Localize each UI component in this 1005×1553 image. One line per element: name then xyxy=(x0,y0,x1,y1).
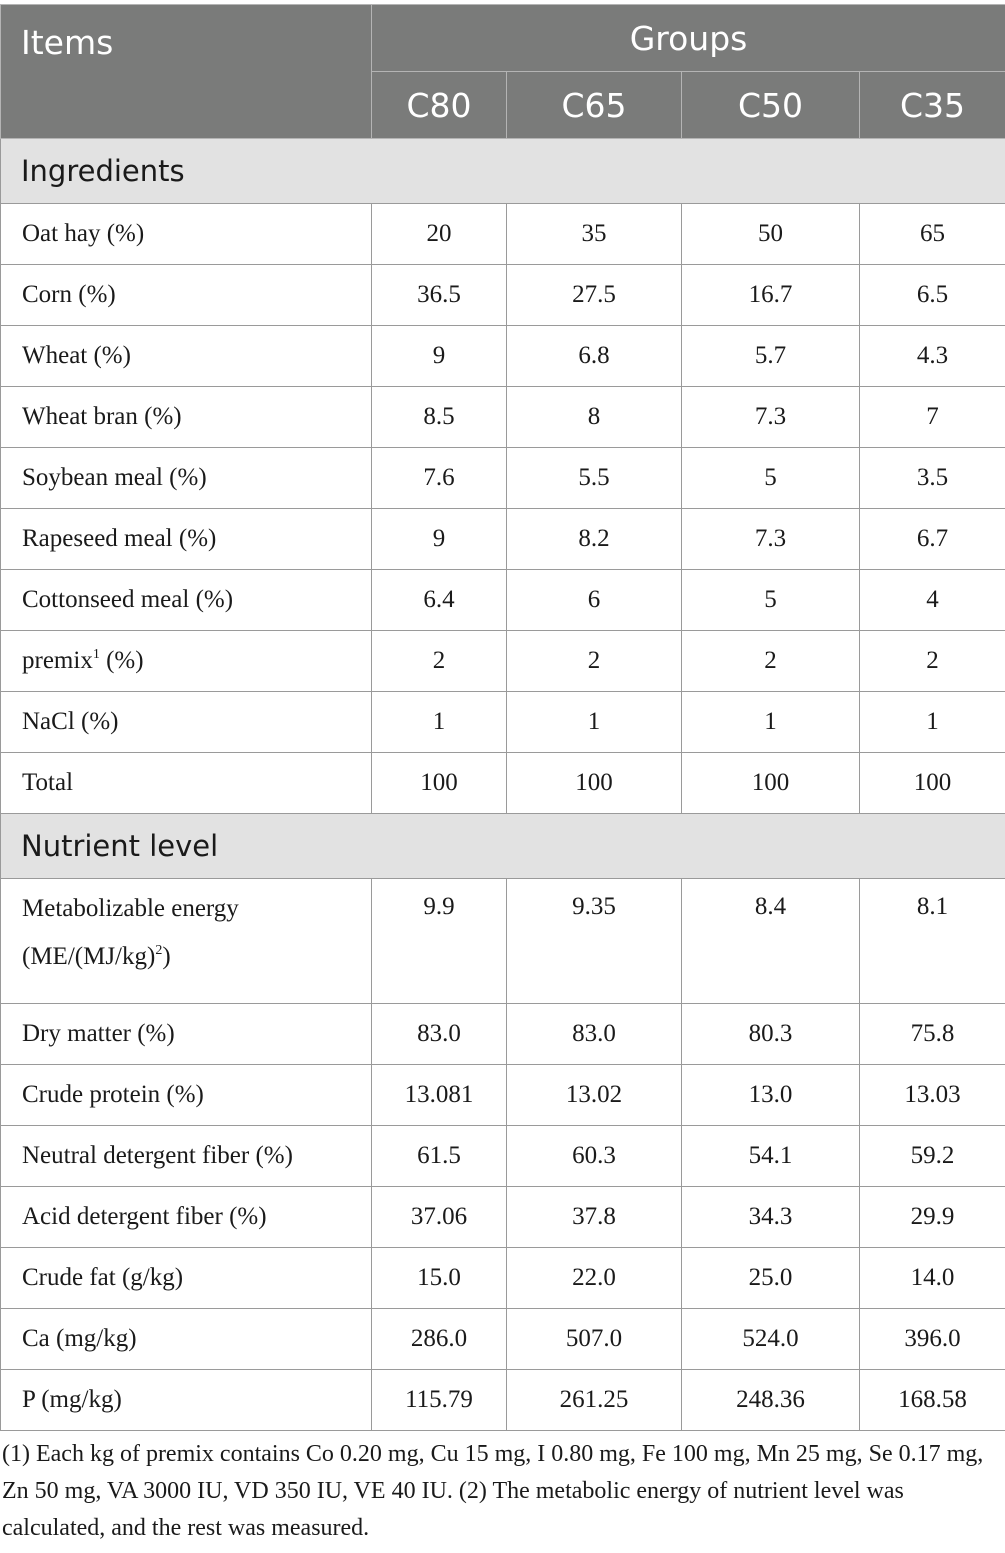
table-row xyxy=(1,265,1005,326)
value-cell-c50: 7.3 xyxy=(682,387,860,448)
row-label-line2: (ME/(MJ/kg) xyxy=(22,943,156,970)
value-cell-c65: 1 xyxy=(507,692,682,753)
value-cell-c80: 115.79 xyxy=(372,1370,507,1431)
row-label xyxy=(1,692,372,753)
value-cell-c50: 5 xyxy=(682,570,860,631)
value-cell-c80: 100 xyxy=(372,753,507,814)
value-cell-c80: 7.6 xyxy=(372,448,507,509)
value-cell-c50: 1 xyxy=(682,692,860,753)
row-label-text: Wheat (%) xyxy=(22,342,131,369)
value-cell-c50: 50 xyxy=(682,204,860,265)
value-cell-c35: 65 xyxy=(860,204,1005,265)
value-cell-c65: 22.0 xyxy=(507,1248,682,1309)
table-body xyxy=(1,139,1005,1431)
row-label xyxy=(1,631,372,692)
row-label xyxy=(1,1187,372,1248)
row-label-text: Oat hay (%) xyxy=(22,220,145,247)
row-label xyxy=(1,1248,372,1309)
table-row xyxy=(1,1309,1005,1370)
value-cell-c50: 7.3 xyxy=(682,509,860,570)
table-row xyxy=(1,1126,1005,1187)
value-cell-c35: 75.8 xyxy=(860,1004,1005,1065)
section-title: Nutrient level xyxy=(1,814,1005,879)
value-cell-c65: 5.5 xyxy=(507,448,682,509)
value-cell-c80: 9.9 xyxy=(372,879,507,1004)
table-row xyxy=(1,1370,1005,1431)
row-label-text: Crude protein (%) xyxy=(22,1081,204,1108)
row-label-text: Acid detergent fiber (%) xyxy=(22,1203,267,1230)
row-label xyxy=(1,570,372,631)
table-row xyxy=(1,387,1005,448)
table-row xyxy=(1,631,1005,692)
row-label-suffix: (%) xyxy=(99,647,144,674)
table-row xyxy=(1,753,1005,814)
row-label xyxy=(1,509,372,570)
table-row xyxy=(1,326,1005,387)
value-cell-c65: 8 xyxy=(507,387,682,448)
value-cell-c80: 286.0 xyxy=(372,1309,507,1370)
items-header: Items xyxy=(1,5,372,139)
value-cell-c50: 25.0 xyxy=(682,1248,860,1309)
value-cell-c65: 2 xyxy=(507,631,682,692)
row-label-text: Rapeseed meal (%) xyxy=(22,525,217,552)
value-cell-c35: 1 xyxy=(860,692,1005,753)
value-cell-c50: 5 xyxy=(682,448,860,509)
value-cell-c35: 8.1 xyxy=(860,879,1005,1004)
table-row xyxy=(1,879,1005,1004)
value-cell-c35: 3.5 xyxy=(860,448,1005,509)
value-cell-c80: 15.0 xyxy=(372,1248,507,1309)
row-label-text: Crude fat (g/kg) xyxy=(22,1264,184,1291)
value-cell-c35: 29.9 xyxy=(860,1187,1005,1248)
column-header-c35: C35 xyxy=(860,72,1005,139)
row-label-text: Dry matter (%) xyxy=(22,1020,175,1047)
row-label-text: P (mg/kg) xyxy=(22,1386,122,1413)
value-cell-c35: 13.03 xyxy=(860,1065,1005,1126)
table-row xyxy=(1,448,1005,509)
value-cell-c50: 248.36 xyxy=(682,1370,860,1431)
value-cell-c35: 7 xyxy=(860,387,1005,448)
row-label xyxy=(1,204,372,265)
value-cell-c35: 14.0 xyxy=(860,1248,1005,1309)
value-cell-c50: 13.0 xyxy=(682,1065,860,1126)
value-cell-c80: 6.4 xyxy=(372,570,507,631)
value-cell-c80: 83.0 xyxy=(372,1004,507,1065)
row-label xyxy=(1,265,372,326)
value-cell-c65: 8.2 xyxy=(507,509,682,570)
value-cell-c80: 61.5 xyxy=(372,1126,507,1187)
table-row xyxy=(1,570,1005,631)
row-label-text: Total xyxy=(22,769,74,796)
row-label xyxy=(1,1126,372,1187)
row-label-text: Wheat bran (%) xyxy=(22,403,182,430)
value-cell-c80: 9 xyxy=(372,326,507,387)
table-row xyxy=(1,1248,1005,1309)
value-cell-c35: 168.58 xyxy=(860,1370,1005,1431)
row-label-text: Cottonseed meal (%) xyxy=(22,586,234,613)
value-cell-c50: 524.0 xyxy=(682,1309,860,1370)
row-label-text: Neutral detergent fiber (%) xyxy=(22,1142,293,1169)
value-cell-c35: 100 xyxy=(860,753,1005,814)
value-cell-c35: 6.7 xyxy=(860,509,1005,570)
value-cell-c50: 100 xyxy=(682,753,860,814)
value-cell-c35: 4 xyxy=(860,570,1005,631)
table-row xyxy=(1,1065,1005,1126)
diet-composition-table xyxy=(0,4,1005,1431)
value-cell-c65: 37.8 xyxy=(507,1187,682,1248)
value-cell-c35: 396.0 xyxy=(860,1309,1005,1370)
value-cell-c65: 100 xyxy=(507,753,682,814)
row-label-text: NaCl (%) xyxy=(22,708,119,735)
table-header xyxy=(1,5,1005,139)
row-label-text: Ca (mg/kg) xyxy=(22,1325,137,1352)
footnote-marker: 2 xyxy=(155,943,163,958)
row-label xyxy=(1,1004,372,1065)
value-cell-c65: 9.35 xyxy=(507,879,682,1004)
value-cell-c65: 60.3 xyxy=(507,1126,682,1187)
value-cell-c65: 27.5 xyxy=(507,265,682,326)
row-label xyxy=(1,387,372,448)
value-cell-c35: 59.2 xyxy=(860,1126,1005,1187)
table-footnote: (1) Each kg of premix contains Co 0.20 mg, Cu 15 mg, I 0.80 mg, Fe 100 mg, Mn 25 mg, Se 0.17 mg, Zn 50 mg, VA 3000 IU, VD 350 IU, VE 40 IU. (2) The metabolic energy of nutrient level was calculated, and the rest was measured. xyxy=(2,1441,984,1541)
row-label xyxy=(1,1309,372,1370)
value-cell-c65: 261.25 xyxy=(507,1370,682,1431)
value-cell-c35: 2 xyxy=(860,631,1005,692)
value-cell-c50: 5.7 xyxy=(682,326,860,387)
row-label-text: premix xyxy=(22,647,93,674)
value-cell-c65: 6.8 xyxy=(507,326,682,387)
row-label xyxy=(1,448,372,509)
table-row xyxy=(1,692,1005,753)
column-header-c50: C50 xyxy=(682,72,860,139)
row-label-text: Corn (%) xyxy=(22,281,116,308)
value-cell-c50: 34.3 xyxy=(682,1187,860,1248)
section-row xyxy=(1,139,1005,204)
column-header-c65: C65 xyxy=(507,72,682,139)
value-cell-c50: 54.1 xyxy=(682,1126,860,1187)
groups-header: Groups xyxy=(372,5,1005,72)
row-label-text: Metabolizable energy xyxy=(22,895,239,922)
section-row xyxy=(1,814,1005,879)
value-cell-c50: 8.4 xyxy=(682,879,860,1004)
row-label xyxy=(1,1370,372,1431)
section-title: Ingredients xyxy=(1,139,1005,204)
footnote-marker: 1 xyxy=(92,647,100,662)
value-cell-c80: 2 xyxy=(372,631,507,692)
value-cell-c50: 2 xyxy=(682,631,860,692)
value-cell-c35: 4.3 xyxy=(860,326,1005,387)
value-cell-c80: 8.5 xyxy=(372,387,507,448)
table-row xyxy=(1,1187,1005,1248)
row-label xyxy=(1,879,372,1004)
value-cell-c50: 80.3 xyxy=(682,1004,860,1065)
value-cell-c65: 13.02 xyxy=(507,1065,682,1126)
value-cell-c65: 6 xyxy=(507,570,682,631)
row-label xyxy=(1,326,372,387)
table-row xyxy=(1,1004,1005,1065)
value-cell-c80: 9 xyxy=(372,509,507,570)
value-cell-c65: 507.0 xyxy=(507,1309,682,1370)
value-cell-c80: 37.06 xyxy=(372,1187,507,1248)
table-row xyxy=(1,204,1005,265)
value-cell-c65: 35 xyxy=(507,204,682,265)
value-cell-c80: 1 xyxy=(372,692,507,753)
value-cell-c65: 83.0 xyxy=(507,1004,682,1065)
value-cell-c35: 6.5 xyxy=(860,265,1005,326)
value-cell-c50: 16.7 xyxy=(682,265,860,326)
column-header-c80: C80 xyxy=(372,72,507,139)
value-cell-c80: 36.5 xyxy=(372,265,507,326)
row-label-text: Soybean meal (%) xyxy=(22,464,207,491)
row-label-suffix: ) xyxy=(162,943,171,970)
row-label xyxy=(1,1065,372,1126)
table-row xyxy=(1,509,1005,570)
value-cell-c80: 13.081 xyxy=(372,1065,507,1126)
value-cell-c80: 20 xyxy=(372,204,507,265)
row-label xyxy=(1,753,372,814)
